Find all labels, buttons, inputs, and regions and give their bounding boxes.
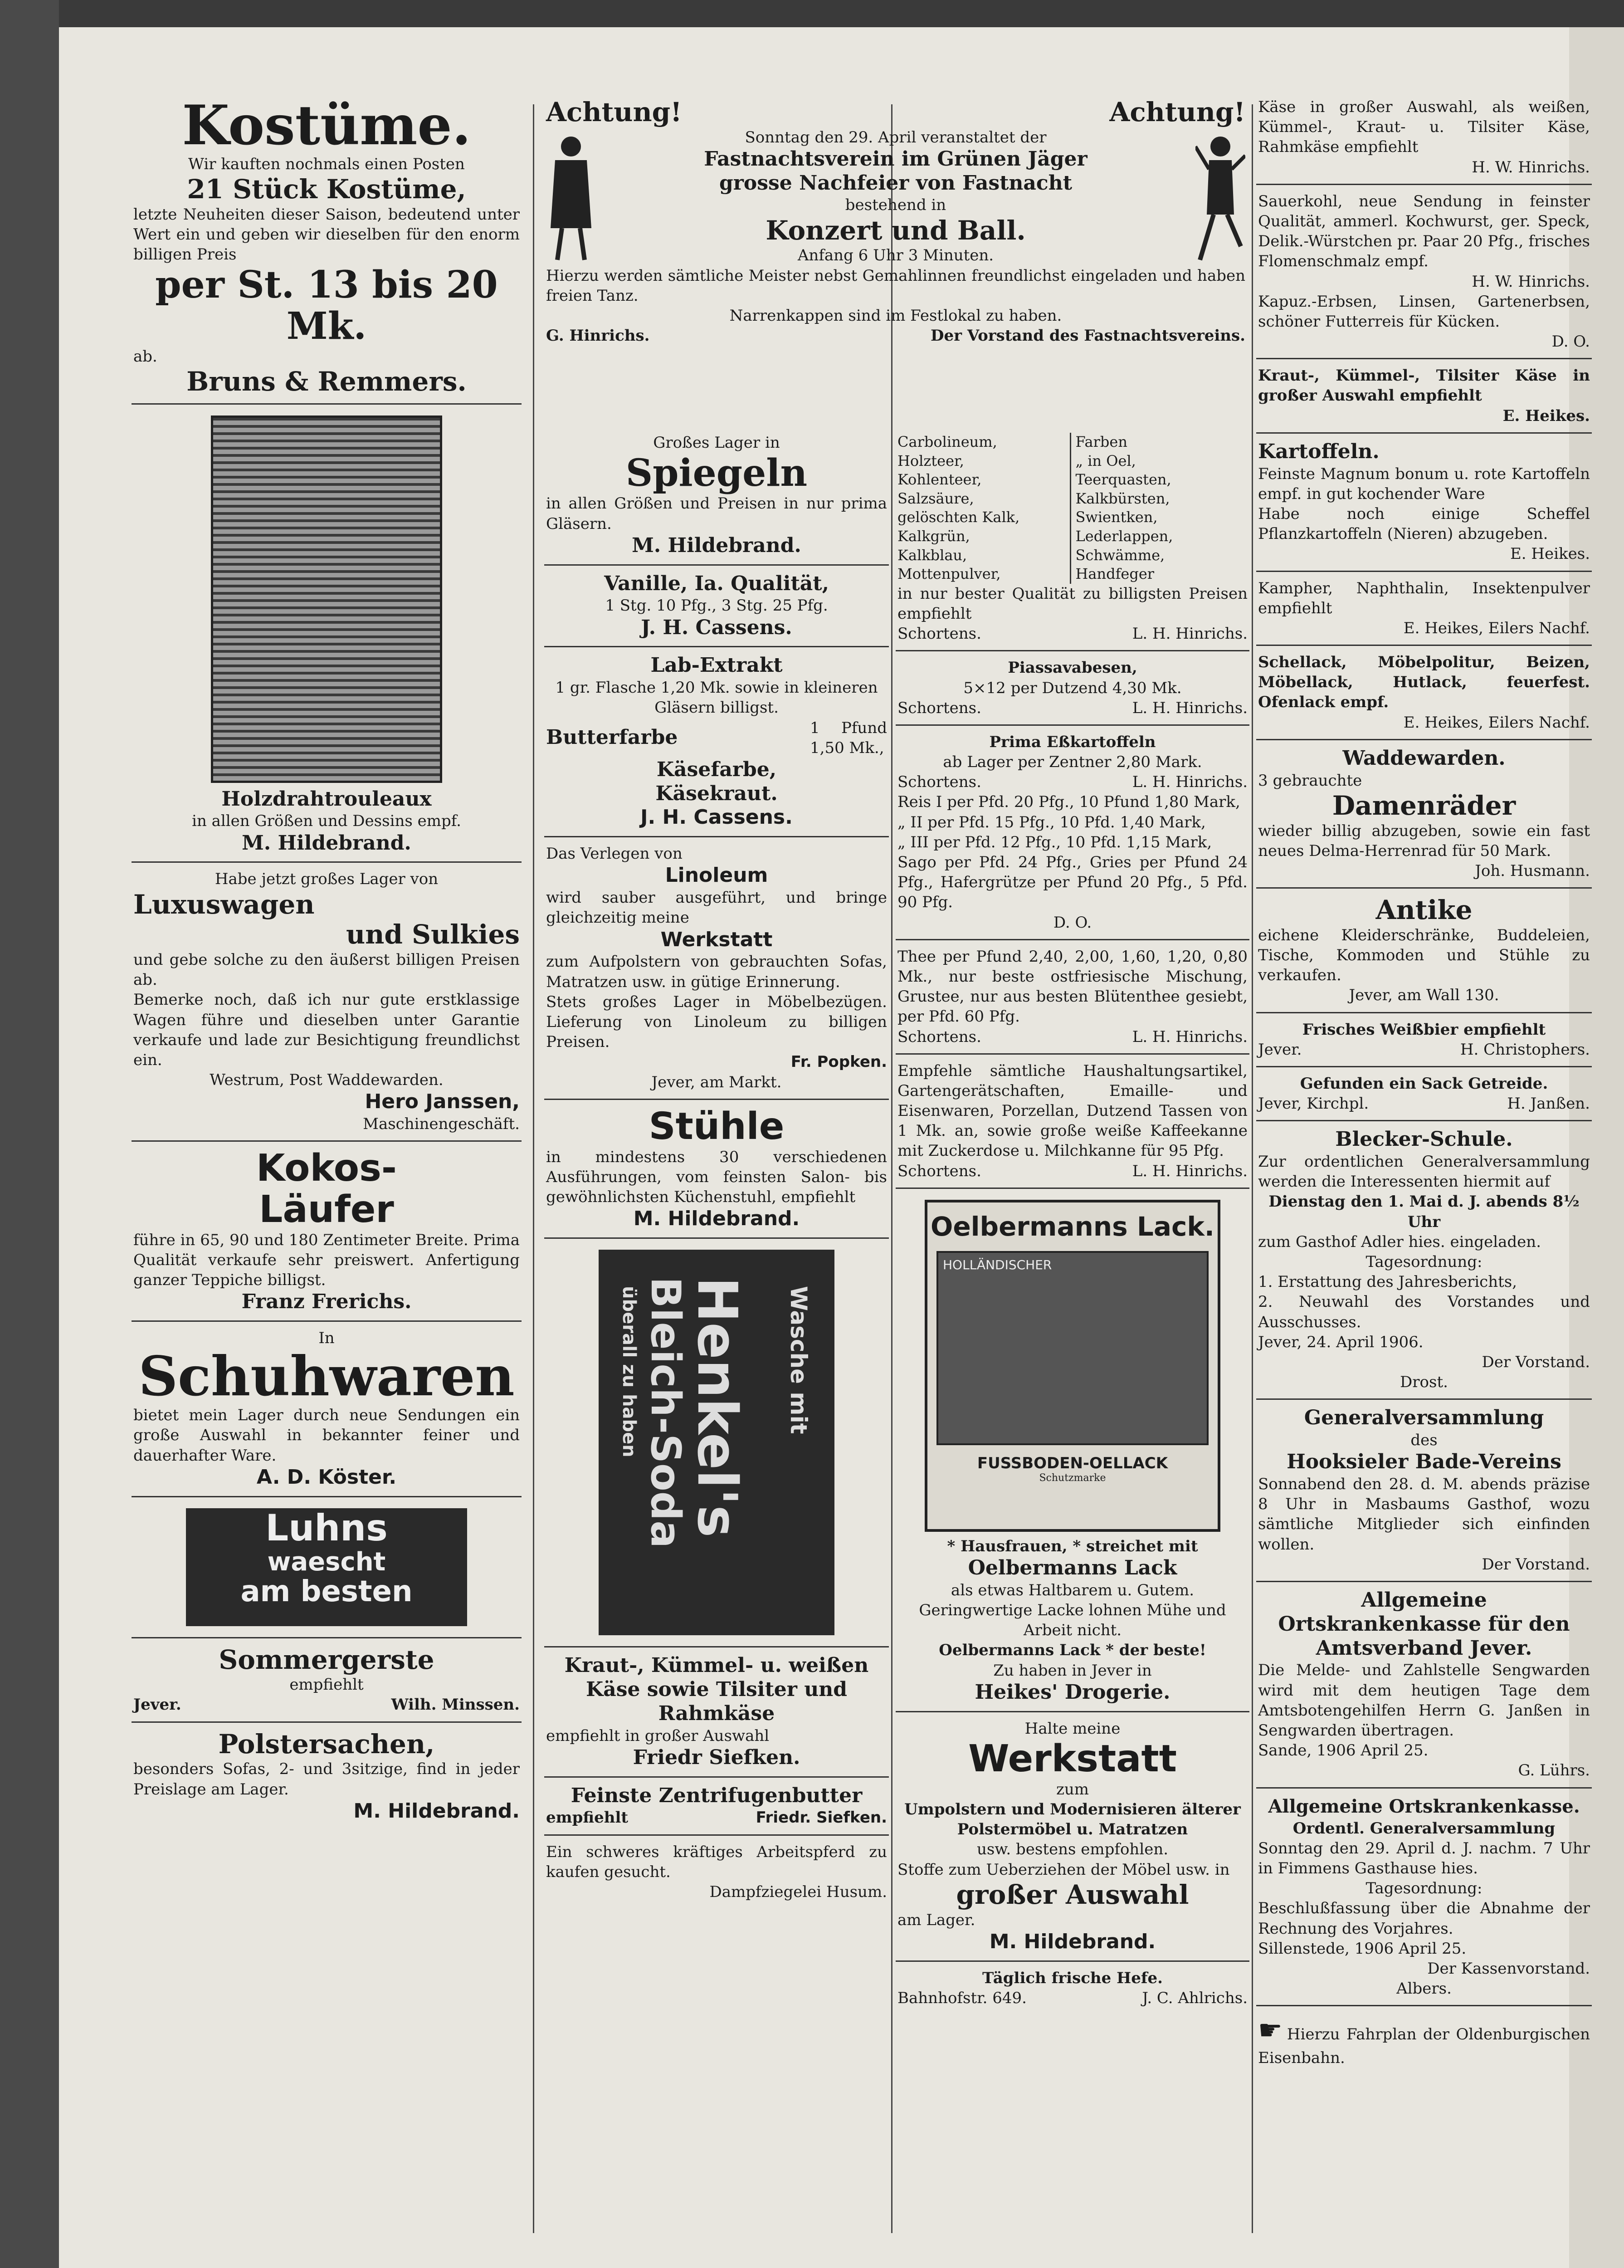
ad-text: empfiehlt in großer Auswahl [546,1726,770,1745]
binding-edge [0,0,59,2268]
ad-text: Die Melde- und Zahlstelle Sengwarden wird mit dem heutigen Tage dem Amtsbotengehilfen Herrn G. Janßen in Sengwarden übertragen. [1258,1661,1590,1740]
ad-place: Schortens. [897,625,981,643]
ad-headline: Blecker-Schule. [1335,1128,1513,1151]
ad-text: ab Lager per Zentner 2,80 Mark. [943,753,1202,772]
ad-subhead: Ordentl. Generalversammlung [1292,1819,1556,1838]
ad-arbeitspferd [544,1836,889,1909]
ad-text: In [318,1329,335,1348]
logo-text: am besten [240,1575,413,1609]
ad-text: 1 Stg. 10 Pfg., 3 Stg. 25 Pfg. [605,596,828,615]
ad-text: Oelbermanns Lack * der beste! [939,1641,1206,1660]
ad-text: wieder billig abzugeben, sowie ein fast neues Delma-Herrenrad für 50 Mark. [1258,821,1590,860]
ad-text: bietet mein Lager durch neue Sendungen ein große Auswahl in bekannter feiner und dauerhafter Ware. [133,1406,520,1465]
ad-text: in mindestens 30 verschiedenen Ausführungen, vom feinsten Salon- bis gewöhnlichsten Küchenstuhl, empfiehlt [546,1148,887,1207]
ad-sign: Drost. [1400,1373,1448,1392]
ad-headline: Feinste Zentrifugenbutter [571,1784,863,1807]
ad-text: Großes Lager in [653,434,780,452]
product-item: Lederlappen, [1075,527,1173,545]
ad-subhead: Damenräder [1332,790,1516,821]
ad-sign: G. Hinrichs. [546,327,650,345]
ad-headline: Werkstatt [660,928,773,951]
ad-text: führe in 65, 90 und 180 Zentimeter Breite. Prima Qualität verkaufe sehr preiswert. Anfertigung ganzer Teppiche billigst. [133,1231,520,1290]
logo-text: waescht [267,1547,386,1577]
ad-text: Thee per Pfund 2,40, 2,00, 1,60, 1,20, 0,80 Mk., nur beste ostfriesische Mischung, Grustee, nur aus besten Blütenthee gesiebt, per Pfd. 60 Pfg. [897,947,1248,1026]
ad-text: Feinste Magnum bonum u. rote Kartoffeln empf. in gut kochender Ware [1258,464,1590,503]
ad-subhead: Käsefarbe, [656,758,777,781]
ad-piassava [896,651,1249,726]
product-item: Farben [1075,433,1127,450]
ad-lab-extrakt [544,647,889,837]
ad-text: bestehend in [845,196,946,215]
ad-text: Gefunden ein Sack Getreide. [1300,1074,1548,1093]
ad-text: * Hausfrauen, * streichet mit [947,1537,1198,1555]
ad-subhead: 21 Stück Kostüme, [187,174,466,205]
ad-kartoffeln [1256,434,1592,572]
luhns-logo [186,1508,467,1626]
ad-text: zum Gasthof Adler hies. eingeladen. [1258,1232,1541,1251]
logo-text: Bleich-Soda [642,1277,689,1549]
ad-sign: D. O. [1551,332,1590,351]
ad-headline: Generalversammlung [1304,1406,1544,1430]
ad-text: und gebe solche zu den äußerst billigen Preisen ab. [133,951,520,989]
ad-headline: Lab-Extrakt [650,654,783,677]
ad-text: Maschinengeschäft. [363,1115,520,1134]
logo-text: Luhns [265,1506,388,1549]
ad-firm: L. H. Hinrichs. [1132,1162,1248,1180]
ad-firm: H. W. Hinrichs. [1472,272,1590,291]
ad-subhead: Butterfarbe [546,726,678,749]
ad-sign: G. Lührs. [1518,1761,1590,1780]
ad-ortskrankenkasse [1256,1789,1592,2007]
ad-sign: Der Vorstand. [1482,1353,1590,1371]
ad-sauerkohl [1256,185,1592,360]
ad-text: Frisches Weißbier empfiehlt [1302,1020,1546,1039]
ad-text: Hierzu Fahrplan der Oldenburgischen Eisenbahn. [1258,2025,1590,2068]
ad-text: Anfang 6 Uhr 3 Minuten. [797,246,994,265]
ad-firm: M. Hildebrand. [989,1930,1156,1953]
column-2-lower [544,426,889,2242]
ad-place: Jever. [133,1696,181,1714]
ad-headline: Kokos- [256,1147,397,1190]
ad-text: am Lager. [897,1911,975,1929]
product-item: gelöschten Kalk, [897,508,1020,526]
ad-headline: Stühle [649,1105,785,1148]
ad-place: Jever, Kirchpl. [1258,1095,1369,1113]
ad-firm: L. H. Hinrichs. [1132,699,1248,717]
ad-headline: Kraut-, Kümmel- u. weißen Käse sowie Tilsiter und Rahmkäse [564,1654,869,1725]
product-item: Kalkblau, [897,546,967,564]
ad-text: Westrum, Post Waddewarden. [210,1071,444,1090]
dancer-icon [1195,128,1245,264]
ad-esskartoffeln [896,726,1249,940]
logo-text: Schutzmarke [1039,1472,1106,1484]
ad-firm: M. Hildebrand. [242,831,411,855]
ad-luhns [132,1497,522,1638]
ad-linoleum [544,837,889,1100]
price-line: „ III per Pfd. 12 Pfg., 10 Pfd. 1,15 Mark, [897,833,1212,851]
ad-subhead: grosse Nachfeier von Fastnacht [719,171,1073,195]
ad-stuehle [544,1100,889,1239]
ad-text: Sonntag den 29. April veranstaltet der [745,128,1047,147]
ad-spiegel [544,426,889,566]
ad-text: empfiehlt [289,1676,364,1694]
agenda-item: 2. Neuwahl des Vorstandes und Ausschusses. [1258,1293,1590,1331]
ad-kraut-kase [544,1647,889,1777]
product-item: Holzteer, [897,452,964,469]
product-item: Kalkgrün, [897,527,970,545]
ad-headline: Allgemeine Ortskrankenkasse für den Amtsverband Jever. [1278,1589,1570,1660]
ad-headline: Kartoffeln. [1258,440,1380,463]
ad-text: Kampher, Naphthalin, Insektenpulver empfiehlt [1258,579,1590,617]
ad-headline: Prima Eßkartoffeln [989,733,1156,751]
oelbermann-lack-ad-box [925,1200,1220,1532]
agenda-title: Tagesordnung: [1366,1879,1483,1898]
product-item: Carbolineum, [897,433,997,450]
agenda-item: Beschlußfassung über die Abnahme der Rechnung des Vorjahres. [1258,1899,1590,1938]
ad-place: Jever, am Wall 130. [1349,986,1499,1005]
ad-headline: Spiegeln [625,451,808,495]
ad-text: besonders Sofas, 2- und 3sitzige, find in jeder Preislage am Lager. [133,1760,520,1799]
ad-text: Stoffe zum Ueberziehen der Möbel usw. in [897,1860,1230,1879]
ad-subhead: Hooksieler Bade-Vereins [1287,1450,1561,1474]
ad-place: Schortens. [897,1162,981,1180]
ad-firm: E. Heikes, Eilers Nachf. [1403,713,1590,732]
ad-firm: H. Christophers. [1460,1040,1590,1059]
ad-headline: Linoleum [665,864,768,887]
ad-headline: Achtung! [546,97,682,127]
ad-text: 5×12 per Dutzend 4,30 Mk. [963,679,1182,697]
ad-firm: M. Hildebrand. [353,1799,520,1823]
ad-kampher [1256,572,1592,646]
ad-place: Jever, am Markt. [651,1073,782,1091]
ad-text: als etwas Haltbarem u. Gutem. Geringwertige Lacke lohnen Mühe und Arbeit nicht. [919,1581,1226,1640]
logo-text: Henkel's [685,1277,748,1538]
ad-werkstatt [896,1712,1249,1962]
ad-text: in allen Größen und Preisen in nur prima Gläsern. [546,494,887,533]
price-line: „ II per Pfd. 15 Pfg., 10 Pfd. 1,40 Mark, [897,813,1206,831]
ad-text: Bemerke noch, daß ich nur gute erstklassige Wagen führe und dieselben unter Garantie verkaufe und lade zur Besichtigung freundlichst ein. [133,991,520,1069]
ad-luxuswagen [132,863,522,1142]
ad-henkel [544,1239,889,1647]
ad-headline: Oelbermanns Lack. [931,1211,1214,1242]
ad-kostume [132,91,522,405]
ad-place: Bahnhofstr. 649. [897,1989,1027,2007]
column-4 [1256,91,1592,2242]
ad-firm: E. Heikes. [1510,545,1590,563]
ad-text: in allen Größen und Dessins empf. [192,812,461,831]
ad-price: 1 Pfund 1,50 Mk., [810,719,887,757]
ad-headline: Vanille, Ia. Qualität, [604,572,829,595]
ad-text: Schellack, Möbelpolitur, Beizen, Möbellack, Hutlack, feuerfest. Ofenlack empf. [1258,653,1590,712]
ad-headline: Holzdrahtrouleaux [221,787,432,811]
floor-illustration [936,1251,1209,1445]
ad-firm: L. H. Hinrichs. [1132,1027,1248,1046]
logo-text: überall zu haben [619,1286,639,1457]
ad-text: zum Aufpolstern von gebrauchten Sofas, Matratzen usw. in gütige Erinnerung. [546,953,887,991]
ad-firm: J. C. Ahlrichs. [1142,1989,1248,2007]
ad-kokos [132,1142,522,1322]
ad-oelbermann [896,1189,1249,1712]
ad-text: ab. [133,347,157,366]
column-1 [132,91,522,2242]
ad-firm: E. Heikes, Eilers Nachf. [1403,619,1590,637]
ad-subhead: Oelbermanns Lack [968,1556,1177,1579]
ad-text: Narrenkappen sind im Festlokal zu haben. [729,306,1062,325]
ad-place: Jever. [1258,1040,1302,1059]
logo-text: HOLLÄNDISCHER [943,1257,1052,1272]
ad-firm: Hero Janssen, [365,1090,520,1114]
ad-headline: Piassavabesen, [1008,659,1137,677]
ad-firm: L. H. Hinrichs. [1132,625,1248,643]
agenda-item: 1. Erstattung des Jahresberichts, [1258,1273,1517,1291]
ad-text: Sonnabend den 28. d. M. abends präzise 8 Uhr in Masbaums Gasthof, wozu sämtliche Mitglieder sich einfinden wollen. [1258,1475,1590,1554]
product-list-left [897,433,1070,584]
ad-fahrplan [1256,2006,1592,2074]
ad-text: wird sauber ausgeführt, und bringe gleichzeitig meine [546,889,887,927]
column-rule [533,104,534,2233]
ad-text: 1 gr. Flasche 1,20 Mk. sowie in kleineren Gläsern billigst. [555,679,878,717]
ad-polster [132,1723,522,1830]
ad-text: zum [1056,1780,1089,1799]
ad-firm: Friedr. Siefken. [756,1809,887,1827]
ad-firm: E. Heikes. [1502,406,1590,425]
price-line: Reis I per Pfd. 20 Pfg., 10 Pfund 1,80 Mark, [897,793,1240,811]
ad-weissbier [1256,1013,1592,1067]
ad-schellack [1256,646,1592,740]
ad-subhead: Fastnachtsverein im Grünen Jäger [704,147,1088,171]
ad-firm: Friedr Siefken. [633,1745,800,1769]
column-3 [896,426,1249,2242]
pointing-hand-icon: ☛ [1258,2014,1283,2047]
ad-text: Wir kauften nochmals einen Posten [188,155,465,173]
column-rule [1252,104,1253,2233]
ad-headline: Polstersachen, [218,1728,435,1760]
ad-ortskrankenkasse-jever [1256,1582,1592,1789]
ad-text: Ein schweres kräftiges Arbeitspferd zu kaufen gesucht. [546,1843,887,1881]
logo-text: FUSSBODEN-OELLACK [977,1454,1168,1472]
ad-text: Zur ordentlichen Generalversammlung werden die Interessenten hiermit auf [1258,1153,1590,1191]
ad-vanille [544,566,889,648]
ad-sign: Albers. [1396,1980,1452,1998]
ad-place: Sillenstede, 1906 April 25. [1258,1939,1467,1958]
product-item: Mottenpulver, [897,565,1001,583]
ad-firm: Wilh. Minssen. [391,1696,520,1714]
ad-firm: Bruns & Remmers. [186,366,467,397]
ad-firm: Fr. Popken. [790,1053,887,1071]
ad-gefunden [1256,1067,1592,1121]
ad-text: des [1410,1431,1438,1450]
ad-headline: Antike [1375,894,1473,926]
ad-text: Kraut-, Kümmel-, Tilsiter Käse in großer Auswahl empfiehlt [1258,367,1590,405]
window-blind-illustration [211,415,442,783]
ad-zentrifugenbutter [544,1778,889,1836]
ad-firm: Joh. Husmann. [1475,861,1590,880]
ad-subhead: großer Auswahl [956,1879,1189,1910]
ad-headline: Kostüme. [182,93,471,157]
ad-firm: H. W. Hinrichs. [1472,158,1590,176]
logo-text: Wasche mit [785,1286,812,1434]
ad-firm: A. D. Köster. [256,1465,397,1489]
product-item: „ in Oel, [1075,452,1136,469]
ad-text: Sauerkohl, neue Sendung in feinster Qualität, ammerl. Kochwurst, ger. Speck, Delik.-Würstchen pr. Paar 20 Pfg., frisches Flomenschmalz empf. [1258,192,1590,271]
ad-text: Zu haben in Jever in [993,1661,1152,1680]
product-item: Kalkbürsten, [1075,489,1170,507]
product-list-right [1070,433,1248,584]
ad-text: Stets großes Lager in Möbelbezügen. Lieferung von Linoleum zu billigen Preisen. [546,992,887,1051]
ad-text: 3 gebrauchte [1258,771,1362,790]
ad-holzdraht [132,405,522,863]
ad-text: Empfehle sämtliche Haushaltungsartikel, Gartengerätschaften, Emaille- und Eisenwaren, Porzellan, Dutzend Tassen von 1 Mk. an, sowie große weiße Kaffeekanne mit Zuckerdose u. Milchkanne für 95 Pfg. [897,1061,1248,1160]
ad-text: letzte Neuheiten dieser Saison, bedeutend unter Wert ein und geben wir dieselben für den enorm billigen Preis [133,205,520,264]
ad-headline: Werkstatt [968,1737,1177,1780]
ad-headline: Waddewarden. [1342,746,1506,770]
ad-kase-auswahl [1256,91,1592,185]
ad-text: Sonntag den 29. April d. J. nachm. 7 Uhr in Fimmens Gasthause hies. [1258,1839,1590,1877]
ad-price: per St. 13 bis 20 Mk. [155,263,498,348]
ad-headline: Luxuswagen [133,889,315,920]
ad-text: Käse in großer Auswahl, als weißen, Kümmel-, Kraut- u. Tilsiter Käse, Rahmkäse empfiehlt [1258,98,1590,156]
ad-text: Kapuz.-Erbsen, Linsen, Gartenerbsen, schöner Futterreis für Kücken. [1258,292,1590,331]
ad-headline: Konzert und Ball. [766,215,1026,246]
ad-sign: Der Kassenvorstand. [1427,1959,1590,1978]
ad-text: in nur bester Qualität zu billigsten Preisen empfiehlt [897,584,1248,623]
henkel-bleich-soda-logo [599,1250,834,1635]
ad-schuhwaren [132,1322,522,1497]
ad-place: Sande, 1906 April 25. [1258,1741,1429,1760]
ad-text: Umpolstern und Modernisieren älterer Polstermöbel u. Matratzen [904,1800,1241,1839]
ad-text: eichene Kleiderschränke, Buddeleien, Tische, Kommoden und Stühle zu verkaufen. [1258,926,1590,985]
ad-blecker-schule [1256,1121,1592,1400]
ad-firm: L. H. Hinrichs. [1132,773,1248,792]
ad-text: Habe jetzt großes Lager von [215,870,439,889]
ad-text: empfiehlt [546,1809,629,1827]
ad-text: Halte meine [1024,1719,1121,1738]
ad-headline: Täglich frische Hefe. [982,1969,1163,1987]
ad-place: Jever, 24. April 1906. [1258,1333,1424,1351]
ad-antike [1256,889,1592,1013]
product-item: Handfeger [1075,565,1155,583]
ad-firm: J. H. Cassens. [641,616,792,639]
ad-headline: Schuhwaren [138,1344,515,1409]
ad-text: Hierzu werden sämtliche Meister nebst Gemahlinnen freundlichst eingeladen und haben freien Tanz. [546,266,1245,305]
ad-thee [896,940,1249,1055]
ad-headline: Allgemeine Ortskrankenkasse. [1268,1795,1580,1817]
agenda-title: Tagesordnung: [1366,1253,1483,1271]
product-item: Swientken, [1075,508,1158,526]
ad-firm: J. H. Cassens. [640,806,793,829]
ad-sign: Der Vorstand. [1482,1555,1590,1574]
ad-sommergerste [132,1638,522,1723]
ad-text: Das Verlegen von [546,845,683,863]
ad-waddewarden [1256,740,1592,889]
product-item: Kohlenteer, [897,471,982,489]
ad-firm: H. Janßen. [1507,1095,1590,1113]
ad-sign: Der Vorstand des Fastnachtsvereins. [930,327,1245,345]
ad-sign: D. O. [1053,913,1092,932]
product-item: Schwämme, [1075,546,1165,564]
ad-place: Schortens. [897,1027,981,1046]
ad-achtung [544,91,1247,352]
ad-date: Dienstag den 1. Mai d. J. abends 8½ Uhr [1268,1193,1580,1231]
product-item: Teerquasten, [1075,471,1171,489]
ad-firm: Franz Frerichs. [241,1290,412,1314]
ad-headline: und Sulkies [346,919,520,950]
ad-firm: Heikes' Drogerie. [975,1680,1170,1704]
ad-headline: Achtung! [1109,97,1245,127]
ad-text: Habe noch einige Scheffel Pflanzkartoffeln (Nieren) abzugeben. [1258,504,1590,543]
ad-place: Schortens. [897,773,981,792]
ad-headline: Läufer [259,1188,394,1231]
ad-firm: M. Hildebrand. [633,1207,800,1231]
ad-carbolineum [896,426,1249,651]
dancer-icon [546,128,596,264]
ad-firm: Dampfziegelei Husum. [709,1883,887,1901]
ad-text: usw. bestens empfohlen. [976,1840,1169,1859]
ad-kraut-tilsiter [1256,359,1592,434]
ad-place: Schortens. [897,699,981,717]
product-item: Salzsäure, [897,489,974,507]
ad-generalversammlung [1256,1400,1592,1582]
ad-hefe [896,1962,1249,2014]
ad-haushalt [896,1055,1249,1189]
ad-headline: Sommergerste [219,1644,434,1675]
ad-subhead: Käsekraut. [655,782,778,805]
ad-text: Sago per Pfd. 24 Pfg., Gries per Pfund 24 Pfg., Hafergrütze per Pfund 20 Pfg., 5 Pfd. 90 Pfg. [897,853,1248,912]
ad-firm: M. Hildebrand. [632,533,801,557]
